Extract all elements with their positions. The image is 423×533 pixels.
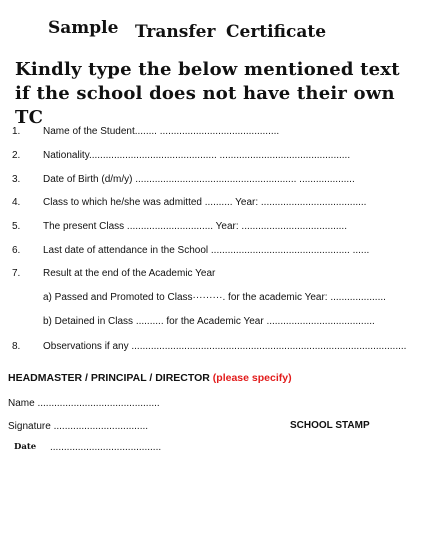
name-line: Name ............................................ xyxy=(8,398,160,409)
title-word-certificate: Certificate xyxy=(226,22,327,42)
signatory-heading-text: HEADMASTER / PRINCIPAL / DIRECTOR xyxy=(8,372,210,384)
list-item xyxy=(0,266,423,282)
list-item xyxy=(0,172,423,188)
item-number: 2. xyxy=(12,150,21,161)
signatory-heading-note: (please specify) xyxy=(212,372,292,384)
item-text: Name of the Student........ ........................................... xyxy=(43,126,280,137)
item-text: Observations if any ................................................................................................... xyxy=(43,341,407,352)
list-item xyxy=(0,314,423,330)
item-number: 7. xyxy=(12,268,21,279)
title-word-transfer: Transfer xyxy=(135,22,216,42)
item-text: Result at the end of the Academic Year xyxy=(43,268,216,279)
item-text: Date of Birth (d/m/y) .......................................................... .................... xyxy=(43,174,355,185)
item-text: The present Class ............................... Year: ...................................... xyxy=(43,221,347,232)
item-number: 6. xyxy=(12,245,21,256)
item-number: 8. xyxy=(12,341,21,352)
item-text: Nationality.............................................. ............................................... xyxy=(43,150,351,161)
item-text: Class to which he/she was admitted .......... Year: ...................................... xyxy=(43,197,367,208)
list-item xyxy=(0,219,423,235)
item-text: b) Detained in Class .......... for the Academic Year ....................................... xyxy=(43,316,375,327)
item-number: 5. xyxy=(12,221,21,232)
date-label: Date xyxy=(14,442,37,452)
list-item xyxy=(0,290,423,306)
item-text: Last date of attendance in the School .................................................. ...... xyxy=(43,245,370,256)
item-number: 3. xyxy=(12,174,21,185)
list-item xyxy=(0,148,423,164)
signature-line: Signature .................................. xyxy=(8,421,149,432)
item-text: a) Passed and Promoted to Class·········. for the academic Year: .................... xyxy=(43,292,386,303)
school-stamp-label: SCHOOL STAMP xyxy=(290,420,370,431)
instruction-text: Kindly type the below mentioned text if the school does not have their own TC xyxy=(15,59,400,128)
list-item xyxy=(0,195,423,211)
title-word-sample: Sample xyxy=(48,18,119,38)
item-number: 1. xyxy=(12,126,21,137)
list-item xyxy=(0,243,423,259)
date-line: ........................................ xyxy=(50,442,162,453)
signatory-heading xyxy=(8,372,292,384)
item-number: 4. xyxy=(12,197,21,208)
list-item xyxy=(0,124,423,140)
list-item xyxy=(0,339,423,355)
